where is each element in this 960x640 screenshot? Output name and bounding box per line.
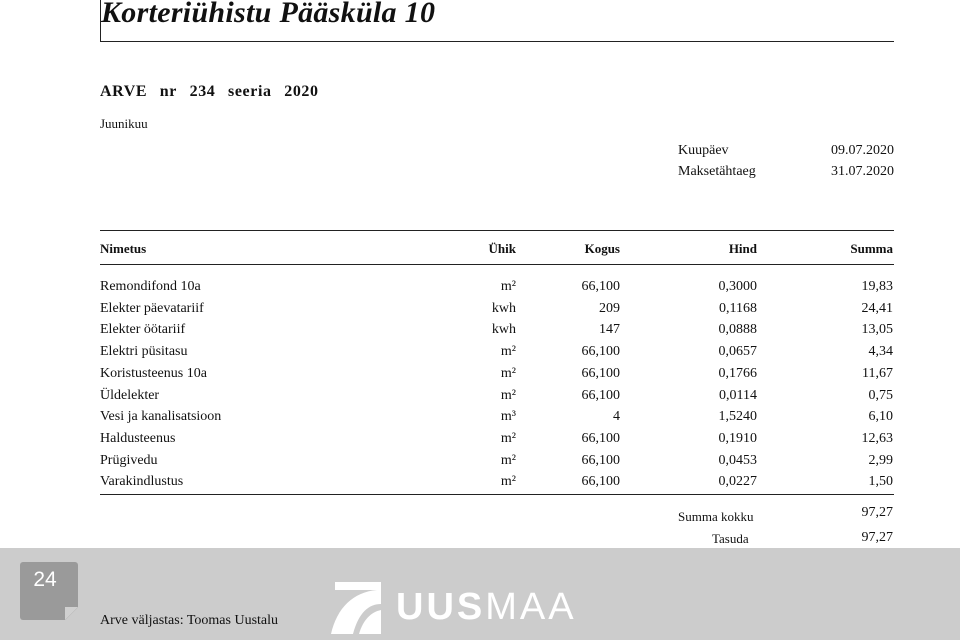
row-sum: 13,05 [861,322,893,338]
row-sum: 2,99 [868,452,893,468]
uusmaa-logo-text [396,584,577,630]
row-quantity: 66,100 [581,387,620,403]
invoice-nr-label: nr [159,83,177,100]
row-quantity: 4 [613,409,620,425]
table-row [0,388,960,410]
table-row [0,322,960,344]
row-price: 0,0453 [718,452,757,468]
row-price: 0,0227 [718,474,757,490]
row-price: 0,0114 [719,387,757,403]
row-unit: kwh [491,300,516,316]
row-sum: 4,34 [868,344,893,360]
row-name: Varakindlustus [100,474,184,490]
row-price: 0,1766 [718,365,757,381]
total-value: 97,27 [861,505,893,520]
page-number: 24 [33,568,57,591]
row-name: Vesi ja kanalisatsioon [100,409,222,425]
due-date-row [678,164,894,180]
row-unit: m² [500,344,516,360]
row-name: Elekter päevatariif [100,300,204,316]
row-price: 0,0657 [718,344,757,360]
row-unit: m² [500,279,516,294]
row-unit: m² [500,474,516,490]
row-price: 0,1910 [718,430,757,446]
association-title: Korteriühistu Pääsküla 10 [100,0,894,42]
uusmaa-logo-icon [331,582,381,634]
row-name: Elektri püsitasu [100,344,188,360]
invoice-series-label: seeria [228,83,272,100]
invoice-date-value: 09.07.2020 [831,143,894,158]
invoice-number: 234 [189,83,216,100]
row-sum: 11,67 [862,365,893,381]
invoice-series: 2020 [284,83,319,100]
row-name: Remondifond 10a [100,279,201,294]
invoice-date-label: Kuupäev [678,143,729,158]
to-pay-value: 97,27 [861,530,893,545]
row-name: Elekter öötariif [100,322,186,338]
row-name: Prügivedu [100,452,158,468]
row-quantity: 147 [599,322,620,338]
row-unit: m² [500,430,516,446]
invoice-label: ARVE [100,83,148,100]
row-price: 0,3000 [718,279,757,294]
logo-light-part: MAA [485,586,577,628]
row-sum: 12,63 [861,430,893,446]
header-bottom-rule [100,264,894,265]
row-price: 1,5240 [718,409,757,425]
table-row [0,431,960,453]
row-unit: m³ [500,409,516,425]
table-bottom-rule [100,494,894,495]
row-price: 0,1168 [719,300,757,316]
row-quantity: 66,100 [581,430,620,446]
due-date-label: Maksetähtaeg [678,164,756,179]
row-unit: kwh [491,322,516,338]
issued-by: Arve väljastas: Toomas Uustalu [100,613,279,628]
header-sum: Summa [850,241,893,256]
header-price: Hind [728,241,757,256]
table-row [0,453,960,475]
row-quantity: 66,100 [581,452,620,468]
row-name: Koristusteenus 10a [100,365,207,381]
table-row [0,474,960,496]
header-quantity: Kogus [584,241,620,256]
row-sum: 1,50 [868,474,893,490]
billing-period: Juunikuu [100,116,148,131]
row-quantity: 66,100 [581,344,620,360]
row-sum: 0,75 [868,387,893,403]
row-sum: 19,83 [861,279,893,294]
row-sum: 6,10 [868,409,893,425]
table-row [0,301,960,323]
invoice-date-row [678,143,894,159]
row-price: 0,0888 [718,322,757,338]
logo-bold-part: UUS [396,586,486,628]
due-date-value: 31.07.2020 [831,164,894,179]
row-quantity: 66,100 [581,365,620,381]
row-sum: 24,41 [861,300,893,316]
table-top-rule [100,230,894,231]
row-quantity: 66,100 [581,474,620,490]
table-row [0,409,960,431]
row-unit: m² [500,387,516,403]
row-unit: m² [500,452,516,468]
table-row [0,366,960,388]
row-quantity: 66,100 [581,279,620,294]
table-row [0,344,960,366]
invoice-heading [100,83,327,101]
row-name: Üldelekter [100,387,160,403]
row-name: Haldusteenus [100,430,176,446]
header-unit: Ühik [488,241,516,256]
total-label: Summa kokku [678,509,754,524]
header-name: Nimetus [100,241,147,256]
table-row [0,279,960,301]
to-pay-label: Tasuda [712,531,749,546]
row-quantity: 209 [599,300,620,316]
row-unit: m² [500,365,516,381]
